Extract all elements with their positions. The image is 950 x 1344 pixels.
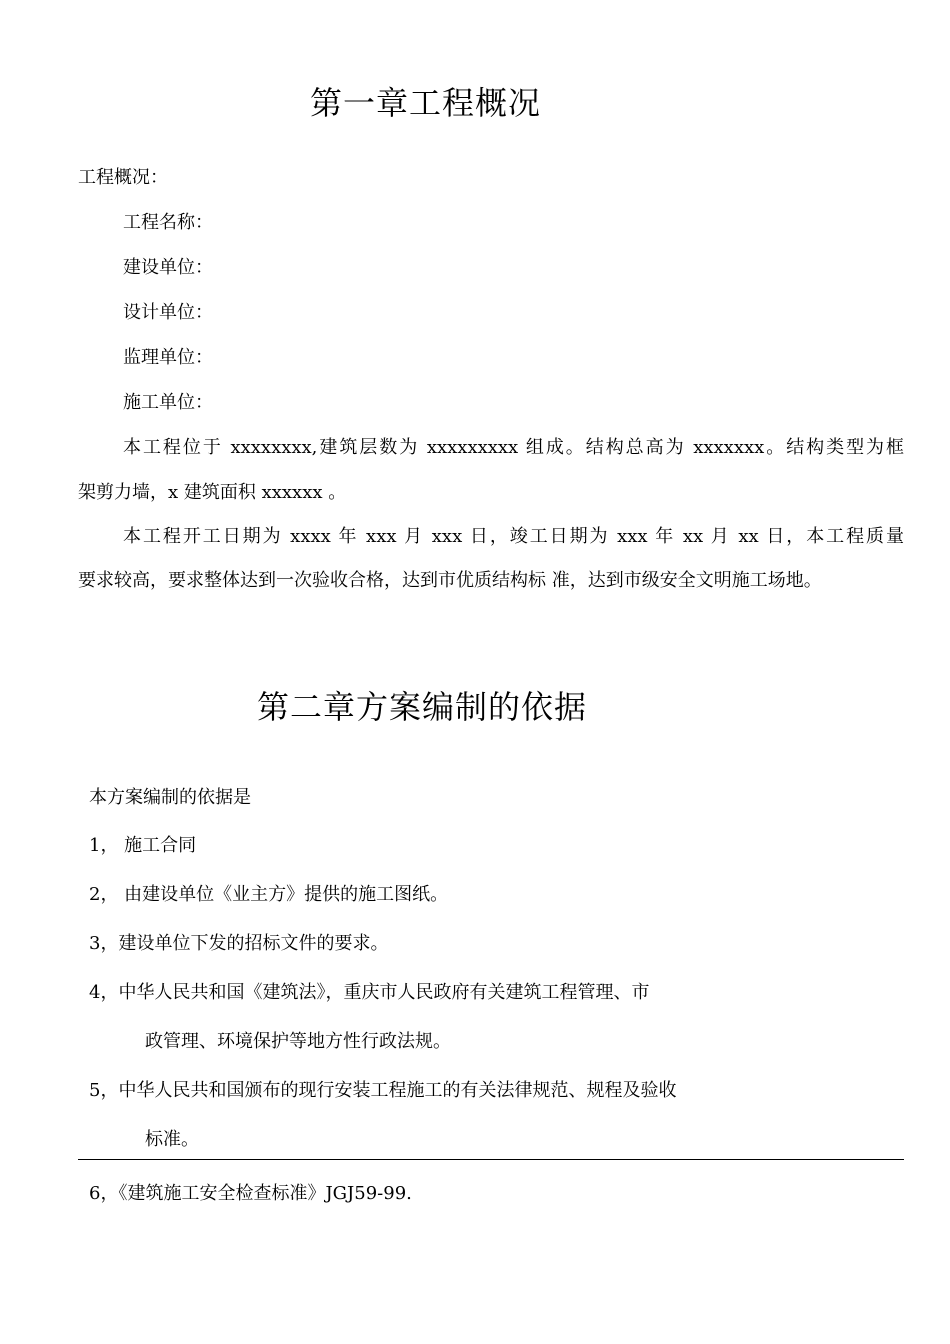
- horizontal-divider: [78, 1159, 904, 1160]
- basis-item-1: 1， 施工合同: [89, 835, 197, 856]
- overview-label: 工程概况：: [78, 167, 168, 188]
- basis-item-2: 2， 由建设单位《业主方》提供的施工图纸。: [89, 884, 449, 905]
- chapter1-title: 第一章工程概况: [310, 84, 542, 122]
- schedule-paragraph-line1: 本工程开工日期为 xxxx 年 xxx 月 xxx 日，竣工日期为 xxx 年 xx 月 xx 日，本工程质量: [123, 526, 904, 547]
- field-project-name: 工程名称：: [123, 212, 213, 233]
- field-supervision-unit: 监理单位：: [123, 347, 213, 368]
- basis-item-5: 5，中华人民共和国颁布的现行安装工程施工的有关法律规范、规程及验收: [89, 1080, 677, 1101]
- schedule-paragraph-line2: 要求较高，要求整体达到一次验收合格，达到市优质结构标 准，达到市级安全文明施工场地。: [78, 570, 822, 591]
- basis-item-3: 3，建设单位下发的招标文件的要求。: [89, 933, 389, 954]
- project-location-paragraph-line2: 架剪力墙，x 建筑面积 xxxxxx 。: [78, 482, 347, 503]
- basis-item-5-continuation: 标准。: [145, 1129, 199, 1150]
- basis-item-6: 6，《建筑施工安全检查标准》JGJ59-99.: [89, 1183, 412, 1204]
- field-design-unit: 设计单位：: [123, 302, 213, 323]
- chapter2-title: 第二章方案编制的依据: [257, 688, 588, 726]
- basis-item-4: 4，中华人民共和国《建筑法》，重庆市人民政府有关建筑工程管理、市: [89, 982, 650, 1003]
- project-location-paragraph-line1: 本工程位于 xxxxxxxx,建筑层数为 xxxxxxxxx 组成。结构总高为 xxxxxxx。结构类型为框: [123, 437, 904, 458]
- field-construction-unit: 建设单位：: [123, 257, 213, 278]
- field-contractor-unit: 施工单位：: [123, 392, 213, 413]
- basis-intro: 本方案编制的依据是: [89, 787, 251, 808]
- basis-item-4-continuation: 政管理、环境保护等地方性行政法规。: [145, 1031, 451, 1052]
